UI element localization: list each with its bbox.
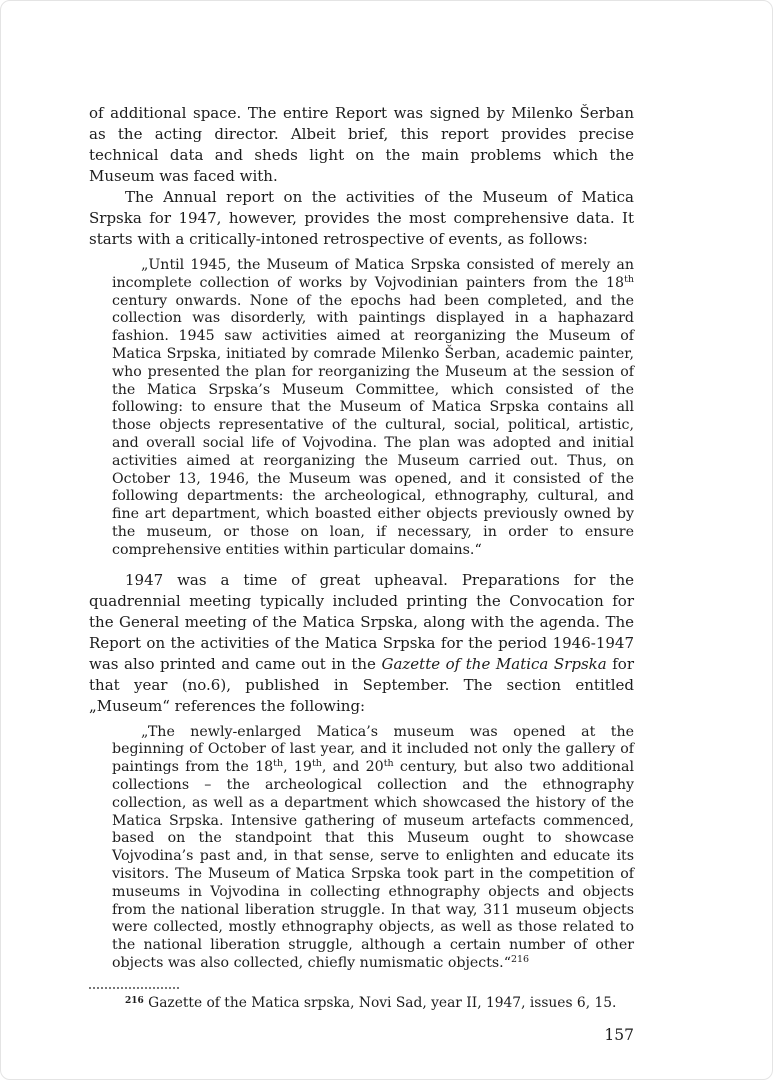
paragraph-continuation: of additional space. The entire Report was signed by Milenko Šerban as the acting director. Albeit brief, this report provides precise technical data and sheds light on the main problems which the Museum was faced with. bbox=[89, 104, 634, 185]
text-block bbox=[89, 103, 634, 1044]
page-number: 157 bbox=[604, 1025, 634, 1044]
paragraph-annual-report: The Annual report on the activities of the Museum of Matica Srpska for 1947, however, provides the most comprehensive data. It starts with a critically-intoned retrospective of events, as follows: bbox=[89, 188, 634, 248]
footnote bbox=[89, 994, 634, 1012]
footnote-marker: 216 bbox=[125, 995, 144, 1006]
blockquote-gazette-museum: „The newly-enlarged Matica’s museum was opened at the beginning of October of last year, and it included not only the gallery of paintings from the 18th, 19th, and 20th century, but also two additional collections – the archeological collection and the ethnography collection, as well as a department which showcased the history of the Matica Srpska. Intensive gathering of museum artefacts commenced, based on the standpoint that this Museum ought to showcase Vojvodina’s past and, in that sense, serve to enlighten and educate its visitors. The Museum of Matica Srpska took part in the competition of museums in Vojvodina in collecting ethnography objects and objects from the national liberation struggle. In that way, 311 museum objects were collected, mostly ethnography objects, as well as those related to the national liberation struggle, although a certain number of other objects was also collected, chiefly numismatic objects.“$^{216}$ bbox=[112, 723, 634, 971]
footnote-text: Gazette of the Matica srpska, Novi Sad, year II, 1947, issues 6, 15. bbox=[143, 994, 617, 1011]
blockquote-1945-retrospective: „Until 1945, the Museum of Matica Srpska consisted of merely an incomplete collection of works by Vojvodinian painters from the 18th century onwards. None of the epochs had been completed, and the collection was disorderly, with paintings displayed in a haphazard fashion. 1945 saw activities aimed at reorganizing the Museum of Matica Srpska, initiated by comrade Milenko Šerban, academic painter, who presented the plan for reorganizing the Museum at the session of the Matica Srpska’s Museum Committee, which consisted of the following: to ensure that the Museum of Matica Srpska contains all those objects representative of the cultural, social, political, artistic, and overall social life of Vojvodina. The plan was adopted and initial activities aimed at reorganizing the Museum carried out. Thus, on October 13, 1946, the Museum was opened, and it consisted of the following departments: the archeological, ethnography, cultural, and fine art department, which boasted either objects previously owned by the museum, or those on loan, if necessary, in order to ensure comprehensive entities within particular domains.“ bbox=[112, 257, 634, 558]
paragraph-1947-upheaval: 1947 was a time of great upheaval. Preparations for the quadrennial meeting typically included printing the Convocation for the General meeting of the Matica Srpska, along with the agenda. The Report on the activities of the Matica Srpska for the period 1946-1947 was also printed and came out in the Gazette of the Matica Srpska for that year (no.6), published in September. The section entitled „Museum“ references the following: bbox=[89, 570, 635, 715]
footnote-separator bbox=[89, 987, 179, 989]
